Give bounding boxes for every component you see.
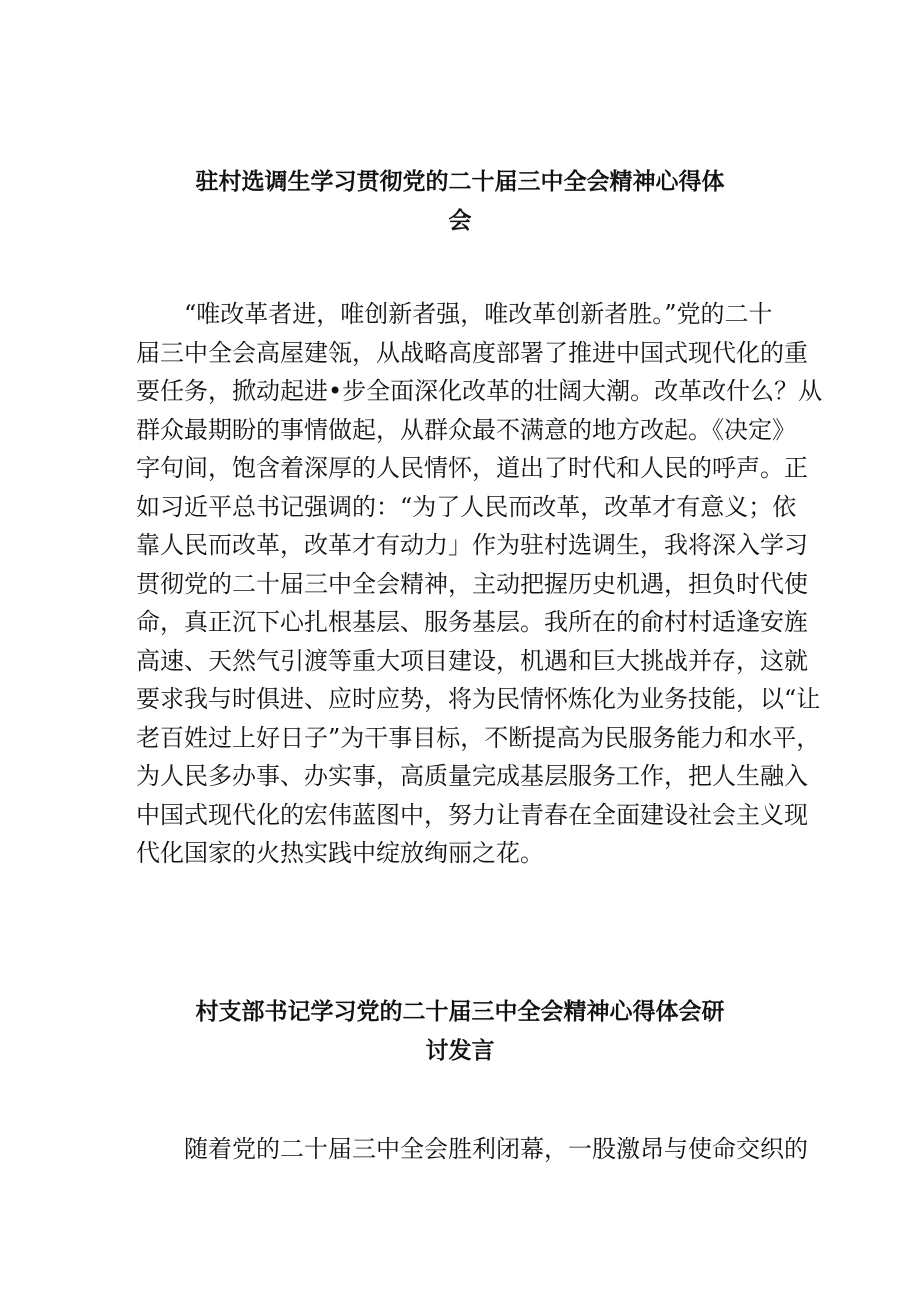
paragraph-line: 代化国家的火热实践中绽放绚丽之花。 [136, 839, 544, 867]
paragraph-line: 群众最期盼的事情做起，从群众最不满意的地方改起。《决定》 [136, 415, 796, 444]
paragraph-line: 老百姓过上好日子”为干事目标，不断提高为民服务能力和水平， [136, 723, 821, 752]
section2-title [130, 990, 790, 1067]
section1-title [130, 160, 790, 237]
paragraph-line: 为人民多办事、办实事，高质量完成基层服务工作，把人生融入 [136, 762, 808, 790]
paragraph-line: 靠人民而改革，改革才有动力」作为驻村选调生，我将深入学习 [136, 531, 808, 559]
section2-title-line-2: 讨发言 [425, 1037, 495, 1064]
paragraph-line: 字句间，饱含着深厚的人民情怀，道出了时代和人民的呼声。正 [136, 454, 808, 482]
section1-title-line-1: 驻村选调生学习贯彻党的二十届三中全会精神心得体 [195, 169, 725, 195]
section2-paragraph [136, 1130, 808, 1169]
paragraph-line: “唯改革者进，唯创新者强，唯改革创新者胜。”党的二十 [184, 300, 773, 328]
paragraph-line: 随着党的二十届三中全会胜利闭幕，一股激昂与使命交织的 [184, 1135, 808, 1163]
paragraph-line: 要求我与时俱进、应时应势，将为民情怀炼化为业务技能，以“让 [136, 685, 821, 713]
paragraph-line: 如习近平总书记强调的：“为了人民而改革，改革才有意义；依 [136, 492, 797, 521]
paragraph-line: 命，真正沉下心扎根基层、服务基层。我所在的俞村村适逢安旌 [136, 608, 808, 636]
paragraph-line: 要任务，掀动起进•步全面深化改革的壮阔大潮。改革改什么？从 [136, 377, 823, 405]
section2-title-line-1: 村支部书记学习党的二十届三中全会精神心得体会研 [195, 999, 725, 1025]
paragraph-line: 贯彻党的二十届三中全会精神，主动把握历史机遇，担负时代使 [136, 569, 808, 598]
paragraph-line: 届三中全会高屋建瓴，从战略高度部署了推进中国式现代化的重 [136, 338, 808, 367]
section1-title-line-2: 会 [448, 207, 472, 234]
section1-paragraph [136, 295, 823, 873]
paragraph-line: 中国式现代化的宏伟蓝图中，努力让青春在全面建设社会主义现 [136, 800, 808, 829]
paragraph-line: 高速、天然气引渡等重大项目建设，机遇和巨大挑战并存，这就 [136, 646, 808, 675]
